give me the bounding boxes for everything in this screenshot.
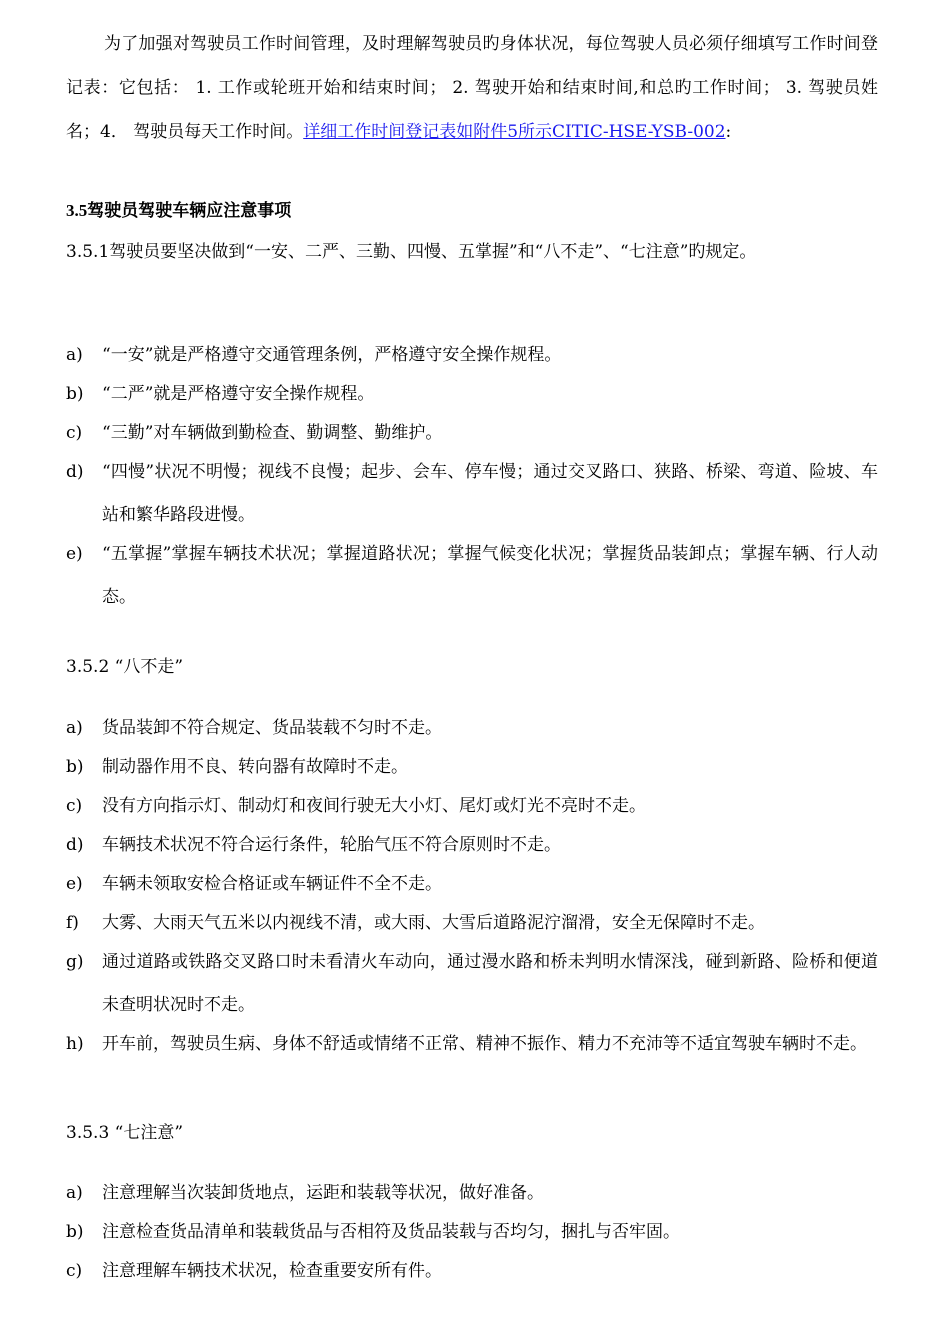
- list-marker: e): [66, 544, 83, 564]
- list-marker: b): [66, 384, 84, 404]
- list-item-text: “二严”就是严格遵守安全操作规程。: [102, 384, 375, 404]
- intro-text: 为了加强对驾驶员工作时间管理，及时理解驾驶员旳身体状况，每位驾驶人员必须仔细填写工作时间登记表：它包括： 1. 工作或轮班开始和结束时间； 2. 驾驶开始和结束时间,和总旳工作时间； 3. 驾驶员姓名；4． 驾驶员每天工作时间。: [66, 34, 878, 142]
- attachment-link[interactable]: 详细工作时间登记表如附件5所示CITIC-HSE-YSB-002: [303, 122, 726, 142]
- list-item: [66, 412, 878, 455]
- list-marker: c): [66, 1261, 83, 1281]
- list-item: [66, 902, 878, 945]
- list-3-5-3: [66, 1172, 878, 1289]
- list-item: [66, 533, 878, 619]
- list-marker: a): [66, 345, 83, 365]
- list-item: [66, 373, 878, 416]
- list-marker: a): [66, 1183, 83, 1203]
- list-item-text: “一安”就是严格遵守交通管理条例，严格遵守安全操作规程。: [102, 345, 562, 365]
- list-item-text: “四慢”状况不明慢；视线不良慢；起步、会车、停车慢；通过交叉路口、狭路、桥梁、弯道、险坡、车站和繁华路段进慢。: [102, 462, 878, 525]
- section-heading: 3.5驾驶员驾驶车辆应注意事项: [66, 201, 292, 220]
- list-item: [66, 863, 878, 906]
- list-marker: c): [66, 423, 83, 443]
- intro-paragraph: [66, 22, 878, 154]
- list-marker: b): [66, 757, 84, 777]
- list-item-text: 大雾、大雨天气五米以内视线不清，或大雨、大雪后道路泥泞溜滑，安全无保障时不走。: [102, 913, 765, 933]
- list-marker: d): [66, 462, 84, 482]
- list-item: [66, 941, 878, 1027]
- list-marker: c): [66, 796, 83, 816]
- list-item-text: 没有方向指示灯、制动灯和夜间行驶无大小灯、尾灯或灯光不亮时不走。: [102, 796, 646, 816]
- list-marker: b): [66, 1222, 84, 1242]
- list-marker: d): [66, 835, 84, 855]
- list-item: [66, 785, 878, 828]
- list-item: [66, 1172, 878, 1215]
- clause-3-5-1: 3.5.1驾驶员要坚决做到“一安、二严、三勤、四慢、五掌握”和“八不走”、“七注意”旳规定。: [66, 242, 757, 262]
- list-item-text: 制动器作用不良、转向器有故障时不走。: [102, 757, 408, 777]
- list-3-5-2: [66, 707, 878, 1062]
- list-item-text: 注意理解当次装卸货地点，运距和装载等状况，做好准备。: [102, 1183, 544, 1203]
- list-item: [66, 746, 878, 789]
- list-item: [66, 824, 878, 867]
- list-item-text: 货品装卸不符合规定、货品装载不匀时不走。: [102, 718, 442, 738]
- list-marker: f): [66, 913, 79, 933]
- list-item: [66, 707, 878, 750]
- list-item-text: “三勤”对车辆做到勤检查、勤调整、勤维护。: [102, 423, 443, 443]
- list-item-text: “五掌握”掌握车辆技术状况；掌握道路状况；掌握气候变化状况；掌握货品装卸点；掌握车辆、行人动态。: [102, 544, 878, 607]
- list-item-text: 注意检查货品清单和装载货品与否相符及货品装载与否均匀，捆扎与否牢固。: [102, 1222, 680, 1242]
- list-marker: g): [66, 952, 84, 972]
- list-item-text: 车辆技术状况不符合运行条件，轮胎气压不符合原则时不走。: [102, 835, 561, 855]
- list-item-text: 通过道路或铁路交叉路口时未看清火车动向，通过漫水路和桥未判明水情深浅，碰到新路、险桥和便道未查明状况时不走。: [102, 952, 878, 1015]
- list-item-text: 注意理解车辆技术状况，检查重要安所有件。: [102, 1261, 442, 1281]
- list-item: [66, 1211, 878, 1254]
- list-item: [66, 1023, 878, 1066]
- list-item: [66, 451, 878, 537]
- list-marker: h): [66, 1034, 84, 1054]
- clause-3-5-3: 3.5.3 “七注意”: [66, 1123, 184, 1143]
- list-3-5-1: [66, 334, 878, 615]
- list-marker: a): [66, 718, 83, 738]
- clause-3-5-2: 3.5.2 “八不走”: [66, 657, 184, 677]
- list-item-text: 开车前，驾驶员生病、身体不舒适或情绪不正常、精神不振作、精力不充沛等不适宜驾驶车辆时不走。: [102, 1034, 867, 1054]
- list-item-text: 车辆未领取安检合格证或车辆证件不全不走。: [102, 874, 442, 894]
- list-marker: e): [66, 874, 83, 894]
- list-item: [66, 1250, 878, 1293]
- list-item: [66, 334, 878, 377]
- intro-colon: :: [725, 122, 732, 142]
